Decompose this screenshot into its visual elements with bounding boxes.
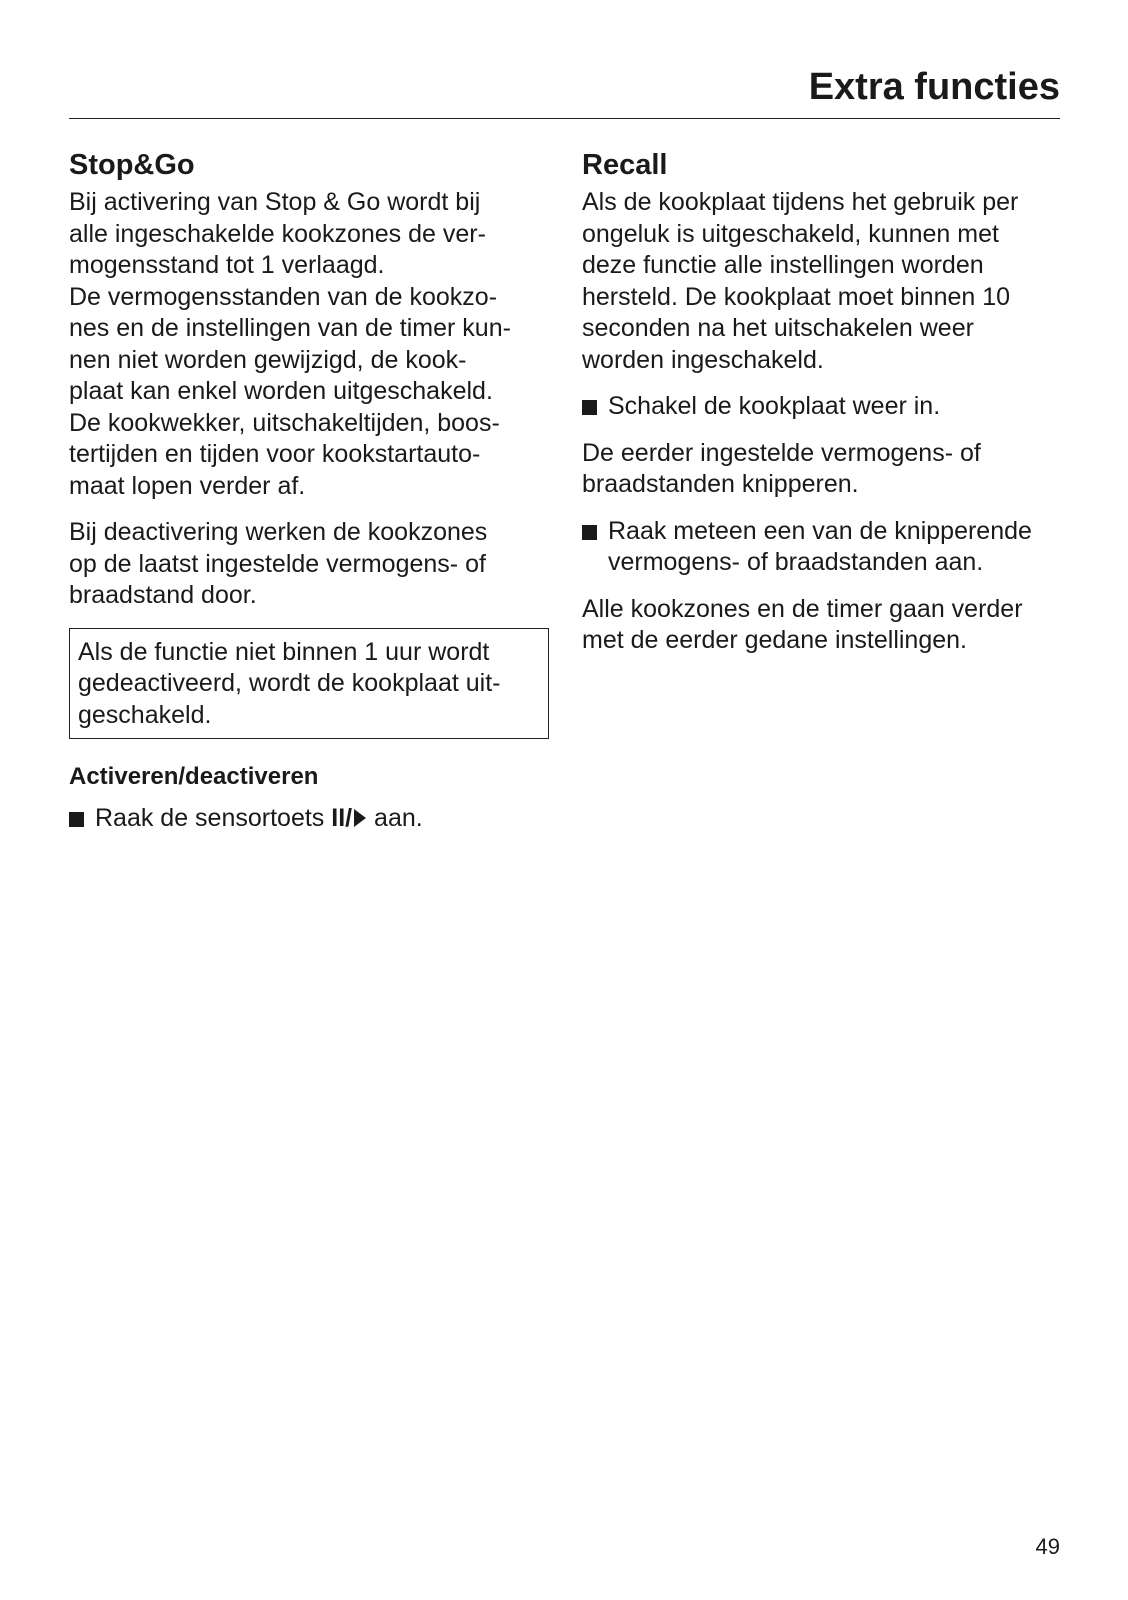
page-number: 49 [1035,1534,1060,1559]
bullet-square-icon [582,525,597,540]
recall-heading: Recall [582,149,668,181]
step-text: Schakel de kookplaat weer in. [608,392,941,420]
stopgo-heading: Stop&Go [69,149,195,181]
step-item [582,391,1062,423]
recall-intro-paragraph: Als de kookplaat tijdens het gebruik per ongeluk is uitgeschakeld, kunnen met deze functie alle instellingen worden hersteld. De kookplaat moet binnen 10 seconden na het uitschakelen weer worden ingeschakeld. [582,188,1019,374]
step-item [69,803,549,835]
pause-symbol: II/ [331,804,353,832]
recall-result-paragraph: Alle kookzones en de timer gaan verder met de eerder gedane instellingen. [582,594,1023,654]
recall-section [582,143,1062,657]
note-box [69,628,549,740]
note-text: Als de functie niet binnen 1 uur wordt gedeactiveerd, wordt de kookplaat uit- geschakeld. [78,637,501,729]
page-section-title: Extra functies [808,66,1060,108]
step-text: Raak meteen een van de knipperende vermogens- of braadstanden aan. [608,516,1032,576]
header-divider [69,118,1060,119]
stopgo-intro-paragraph: Bij activering van Stop & Go wordt bij alle ingeschakelde kookzones de ver- mogensstand tot 1 verlaagd. De vermogensstanden van de kookzo- nes en de instellingen van de timer kun- nen niet worden gewijzigd, de kook- plaat kan enkel worden uitgeschakeld. De kookwekker, uitschakeltijden, boos- tertijden en tijden voor kookstartauto- maat lopen verder af. [69,188,511,500]
step-text: Raak de sensortoets II/ aan. [95,804,423,832]
recall-blink-paragraph: De eerder ingestelde vermogens- of braadstanden knipperen. [582,438,981,498]
activate-deactivate-heading: Activeren/deactiveren [69,763,319,790]
play-icon [354,809,366,827]
bullet-square-icon [582,400,597,415]
step-item [582,516,1062,579]
stopgo-section [69,143,549,835]
bullet-square-icon [69,812,84,827]
stopgo-deactivation-paragraph: Bij deactivering werken de kookzones op de laatst ingestelde vermogens- of braadstand door. [69,518,488,609]
